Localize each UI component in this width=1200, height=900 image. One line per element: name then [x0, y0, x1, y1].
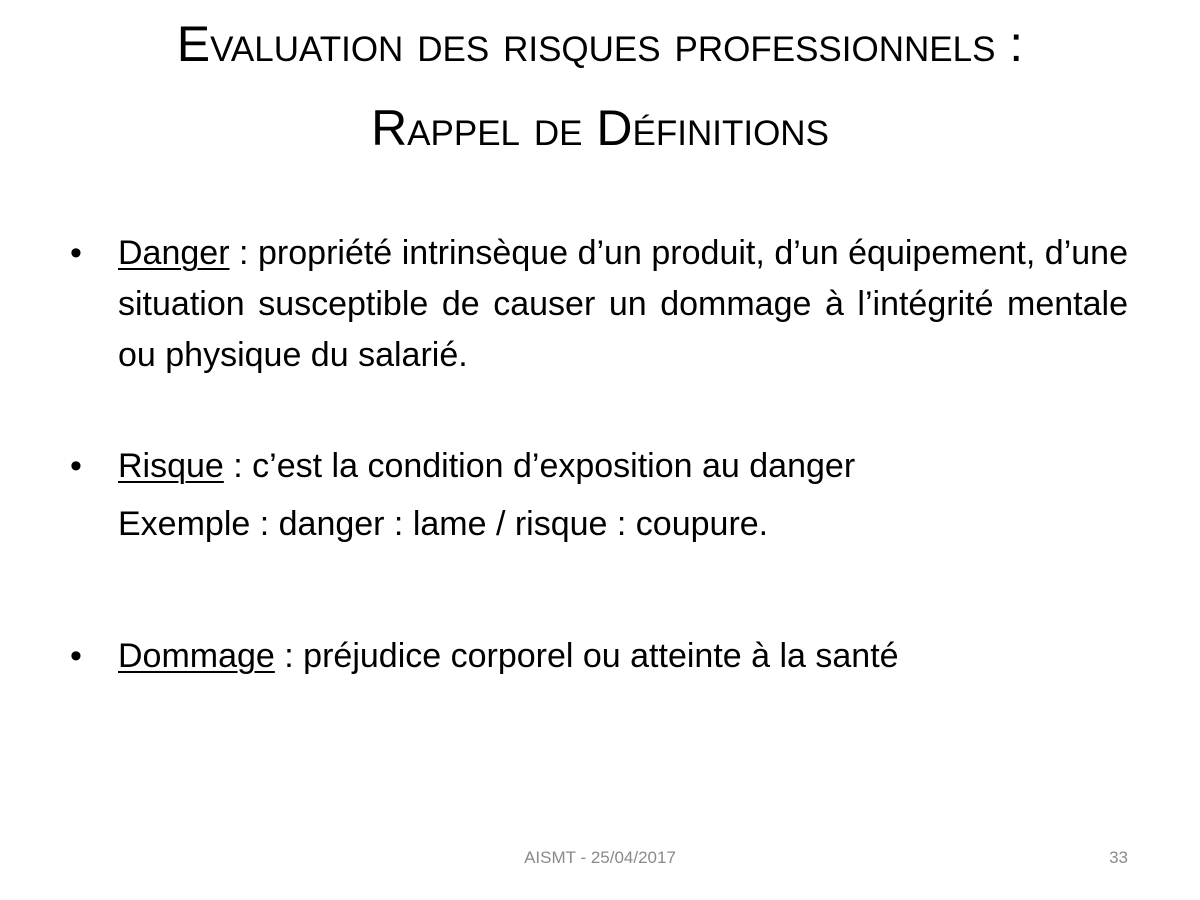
slide-title: [60, 2, 1140, 170]
bullet-risque-text: [118, 437, 1128, 495]
definition-dommage: : préjudice corporel ou atteinte à la santé: [274, 637, 899, 675]
bullet-danger: [70, 228, 1128, 381]
footer-text: AISMT - 25/04/2017: [524, 848, 676, 867]
definitions-list: [70, 228, 1128, 685]
bullet-dot-icon: •: [70, 637, 82, 675]
page-number: 33: [1109, 848, 1128, 867]
example-line: Exemple : danger : lame / risque : coupure.: [118, 505, 769, 543]
definition-risque: : c’est la condition d’exposition au danger: [223, 447, 856, 485]
term-risque: Risque: [118, 447, 224, 485]
title-line-2: Rappel de Définitions: [371, 100, 829, 156]
bullet-danger-text: [118, 228, 1128, 381]
bullet-dot-icon: •: [70, 447, 82, 485]
bullet-dommage-text: [118, 627, 1128, 685]
term-dommage: Dommage: [118, 637, 275, 675]
bullet-dommage: [70, 627, 1128, 685]
definition-danger: : propriété intrinsèque d’un produit, d’un équipement, d’une situation susceptible de causer un dommage à l’intégrité mentale ou physique du salarié.: [118, 234, 1128, 374]
term-danger: Danger: [118, 234, 230, 272]
bullet-risque: [70, 437, 1128, 495]
bullet-dot-icon: •: [70, 234, 82, 272]
title-line-1: Evaluation des risques professionnels :: [176, 16, 1024, 72]
